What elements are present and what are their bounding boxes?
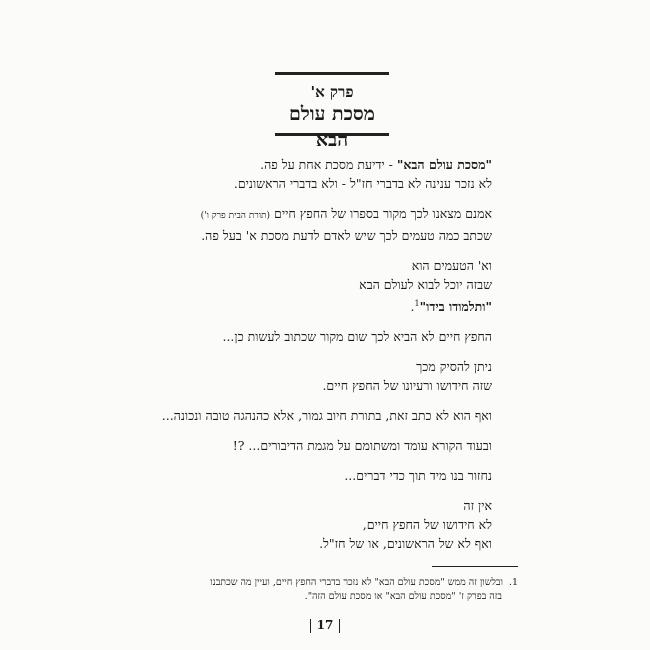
text-line	[180, 515, 492, 534]
page-number-bar	[310, 619, 311, 633]
page-number-value: 17	[316, 618, 334, 632]
line-text: שזה חידושו ורעיונו של החפץ חיים.	[322, 378, 492, 394]
text-line	[180, 436, 492, 455]
footnote-divider	[432, 566, 518, 567]
paragraph	[180, 155, 492, 193]
footnote-line	[150, 576, 518, 590]
line-text: - ידיעת מסכת אחת על פה.	[260, 157, 397, 172]
body-text	[161, 155, 492, 564]
text-line	[180, 275, 492, 294]
text-line	[180, 155, 492, 174]
bold-phrase: "מסכת עולם הבא"	[396, 157, 492, 172]
line-text: .	[410, 299, 415, 315]
line-text: לא חידושו של החפץ חיים,	[362, 517, 492, 533]
text-line	[180, 357, 492, 376]
text-line	[180, 204, 492, 226]
paragraph	[180, 327, 492, 346]
line-text: לא נזכר ענינה לא בדברי חז"ל - ולא בדברי הראשונים.	[233, 176, 492, 191]
footnote-marker: 1	[414, 299, 420, 308]
text-line	[180, 376, 492, 395]
paragraph	[180, 496, 492, 553]
page-number-bar	[339, 619, 340, 633]
line-text: ואף הוא לא כתב זאת, בתורת חיוב גמור, אלא כהנהגה טובה ונכונה...	[161, 408, 492, 424]
paragraph	[180, 466, 492, 485]
line-text: שכתב כמה טעמים לכך שיש לאדם לדעת מסכת א' בעל פה.	[201, 228, 492, 243]
source-reference: (תורת הבית פרק ו')	[200, 211, 271, 221]
line-text: אין זה	[463, 498, 492, 514]
footnote	[150, 576, 518, 604]
text-line	[161, 406, 492, 425]
chapter-title: מסכת עולם הבא	[289, 103, 375, 151]
page-number	[300, 618, 350, 636]
text-line	[180, 226, 492, 245]
line-text: החפץ חיים לא הביא לכך שום מקור שכתוב לעשות כן...	[222, 329, 492, 345]
line-text: וא' הטעמים הוא	[411, 258, 492, 273]
text-line	[180, 534, 492, 553]
line-text: ניתן להסיק מכך	[416, 359, 492, 375]
paragraph	[161, 406, 492, 425]
text-line	[180, 466, 492, 485]
text-line	[180, 256, 492, 275]
footnote-text-1: ובלשון זה ממש "מסכת עולם הבא" לא נזכר בדברי החפץ חיים, ועיין מה שכתבנו	[210, 577, 503, 588]
text-line	[180, 327, 492, 346]
chapter-label: פרק א'	[310, 83, 354, 101]
footnote-line	[150, 590, 518, 604]
bold-phrase: "ותלמודו בידו"	[419, 299, 492, 315]
paragraph	[180, 256, 492, 316]
text-line	[180, 496, 492, 515]
line-text: נחזור בנו מיד תוך כדי דברים...	[344, 468, 492, 484]
paragraph	[180, 204, 492, 245]
paragraph	[180, 436, 492, 455]
paragraph	[180, 357, 492, 395]
line-text: ואף לא של הראשונים, או של חז"ל.	[319, 536, 492, 552]
chapter-header	[275, 72, 389, 151]
line-text: שבזה יוכל לבוא לעולם הבא	[359, 277, 492, 292]
footnote-text-2: בזה בפרק ז' "מסכת עולם הבא" או מסכת עולם הזה".	[304, 591, 502, 602]
footnote-number: 1.	[508, 577, 518, 588]
line-text: אמנם מצאנו לכך מקור בספרו של החפץ חיים	[270, 206, 492, 221]
line-text: ובעוד הקורא עומד ומשתומם על מגמת הדיבורים... ?!	[232, 438, 492, 454]
text-line	[180, 294, 492, 316]
text-line	[180, 174, 492, 193]
